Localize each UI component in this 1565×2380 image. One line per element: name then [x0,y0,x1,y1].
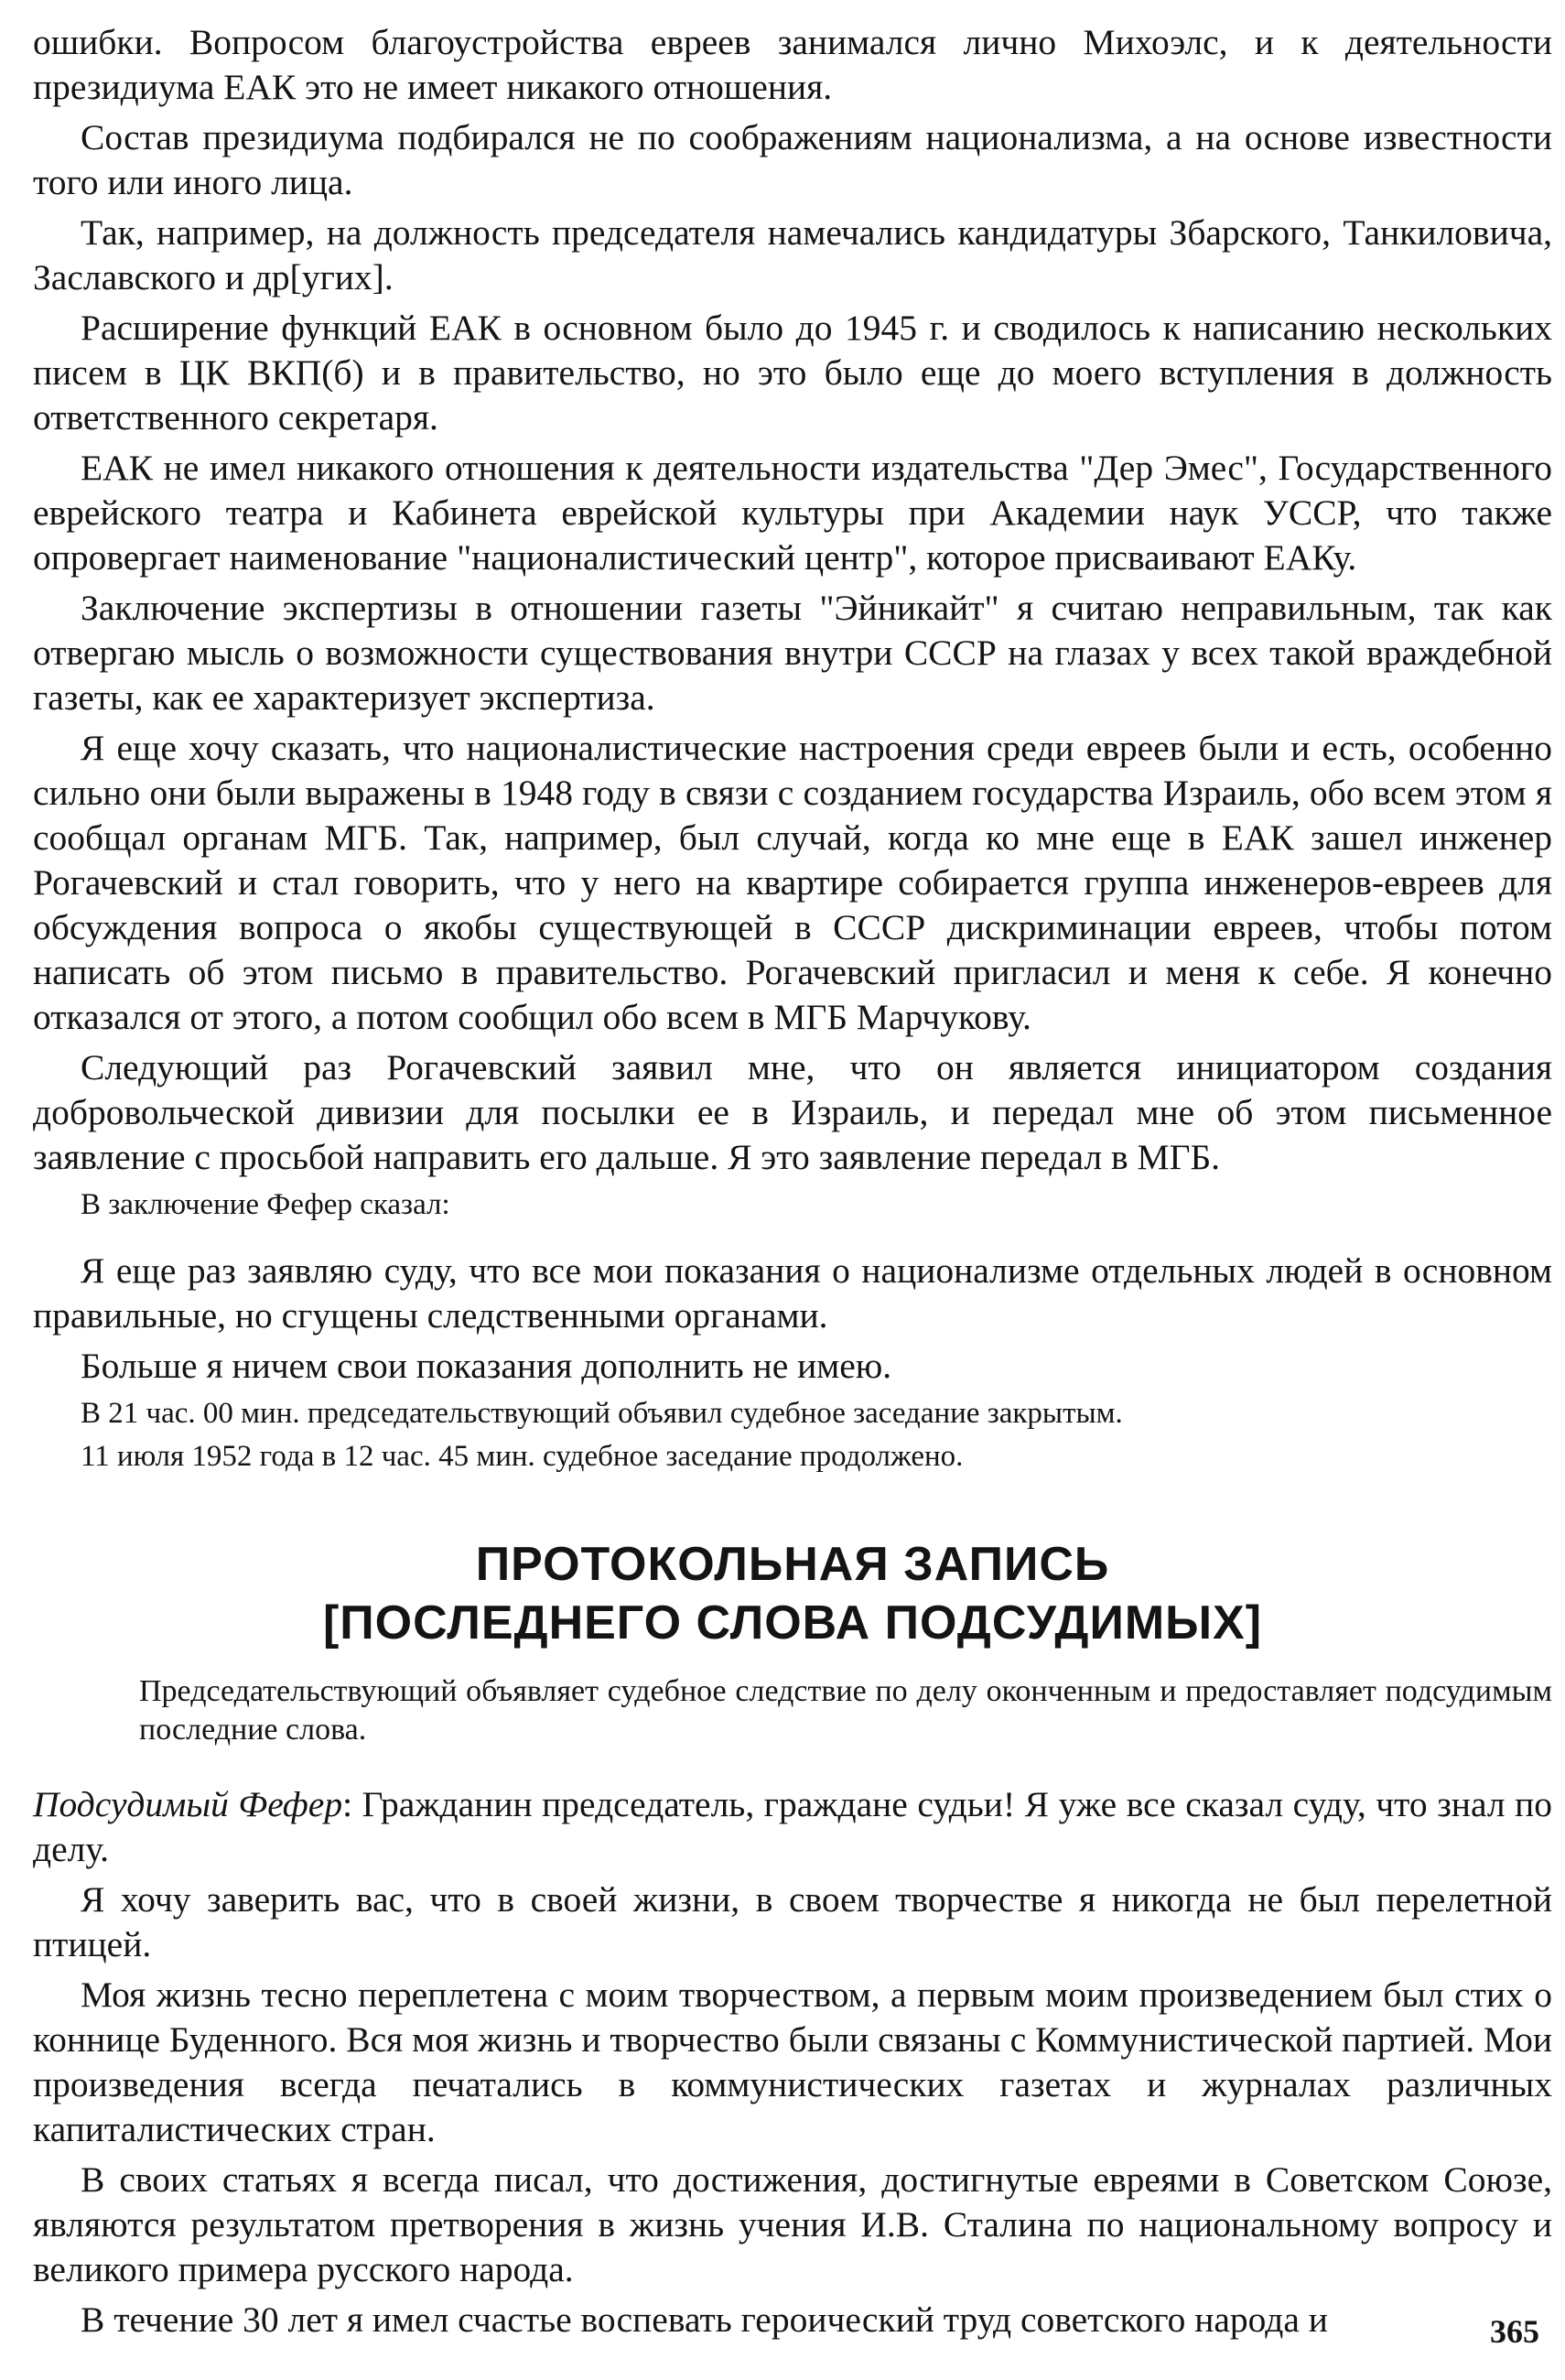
speaker-label: Подсудимый Фефер [33,1784,343,1824]
page-number: 365 [1490,2313,1539,2350]
speaker-paragraph [33,1782,1552,1872]
paragraph-3: Так, например, на должность председателя намечались кандидатуры Збарского, Танкиловича, Заславского и др[угих]. [33,212,1552,298]
document-page [33,20,1552,2348]
section-heading-line-1: ПРОТОКОЛЬНАЯ ЗАПИСЬ [475,1538,1110,1591]
paragraph-bottom-4: В течение 30 лет я имел счастье воспевать героический труд советского народа и [81,2299,1328,2340]
spacer [33,1480,1552,1535]
session-note-2: 11 июля 1952 года в 12 час. 45 мин. судебное заседание продолжено. [81,1440,964,1473]
paragraph-7: Я еще хочу сказать, что националистические настроения среди евреев были и есть, особенно сильно они были выражены в 1948 году в связи с созданием государства Израиль, обо всем этом я сообщал органам МГБ. Так, например, был случай, когда ко мне еще в ЕАК зашел инженер Рогачевский и стал говорить, что у него на квартире собирается группа инженеров-евреев для обсуждения вопроса о якобы существующей в СССР дискриминации евреев, чтобы потом написать об этом письмо в правительство. Рогачевский пригласил и меня к себе. Я конечно отказался от этого, а потом сообщил обо всем в МГБ Марчукову. [33,728,1552,1037]
session-note-1: В 21 час. 00 мин. председательствующий объявил судебное заседание закрытым. [81,1397,1123,1430]
section-heading-line-2: [ПОСЛЕДНЕГО СЛОВА ПОДСУДИМЫХ] [322,1596,1263,1650]
paragraph-bottom-3: В своих статьях я всегда писал, что достижения, достигнутые евреями в Советском Союзе, являются результатом претворения в жизнь учения И.В. Сталина по национальному вопросу и великого примера русского народа. [33,2159,1552,2289]
spacer [33,1228,1552,1249]
conclusion-intro: В заключение Фефер сказал: [81,1188,450,1221]
final-statement-1: Я еще раз заявляю суду, что все мои показания о национализме отдельных людей в основном правильные, но сгущены следственными органами. [33,1250,1552,1336]
paragraph-6: Заключение экспертизы в отношении газеты "Эйникайт" я считаю неправильным, так как отвергаю мысль о возможности существования внутри СССР на глазах у всех такой враждебной газеты, как ее характеризует экспертиза. [33,588,1552,718]
paragraph-2: Состав президиума подбирался не по соображениям национализма, а на основе известности того или иного лица. [33,117,1552,202]
speaker-text: : Гражданин председатель, граждане судьи! Я уже все сказал суду, что знал по делу. [33,1784,1553,1869]
final-statement-2: Больше я ничем свои показания дополнить не имею. [81,1346,892,1386]
paragraph-8: Следующий раз Рогачевский заявил мне, что он является инициатором создания добровольческой дивизии для посылки ее в Израиль, и передал мне об этом письменное заявление с просьбой направить его дальше. Я это заявление передал в МГБ. [33,1047,1552,1177]
paragraph-bottom-1: Я хочу заверить вас, что в своей жизни, в своем творчестве я никогда не был перелетной птицей. [33,1879,1552,1964]
paragraph-bottom-2: Моя жизнь тесно переплетена с моим творчеством, а первым моим произведением был стих о коннице Буденного. Вся моя жизнь и творчество были связаны с Коммунистической партией. Мои произведения всегда печатались в коммунистических газетах и журналах различных капиталистических стран. [33,1974,1552,2149]
paragraph-1: ошибки. Вопросом благоустройства евреев занимался лично Михоэлс, и к деятельности президиума ЕАК это не имеет никакого отношения. [33,22,1552,107]
paragraph-5: ЕАК не имел никакого отношения к деятельности издательства "Дер Эмес", Государственного еврейского театра и Кабинета еврейской культуры при Академии наук УССР, что также опровергает наименование "националистический центр", которое присваивают ЕАКу. [33,448,1552,578]
section-intro: Председательствующий объявляет судебное следствие по делу оконченным и предоставляет подсудимым последние слова. [139,1674,1552,1747]
paragraph-4: Расширение функций ЕАК в основном было до 1945 г. и сводилось к написанию нескольких писем в ЦК ВКП(б) и в правительство, но это было еще до моего вступления в должность ответственного секретаря. [33,308,1552,438]
